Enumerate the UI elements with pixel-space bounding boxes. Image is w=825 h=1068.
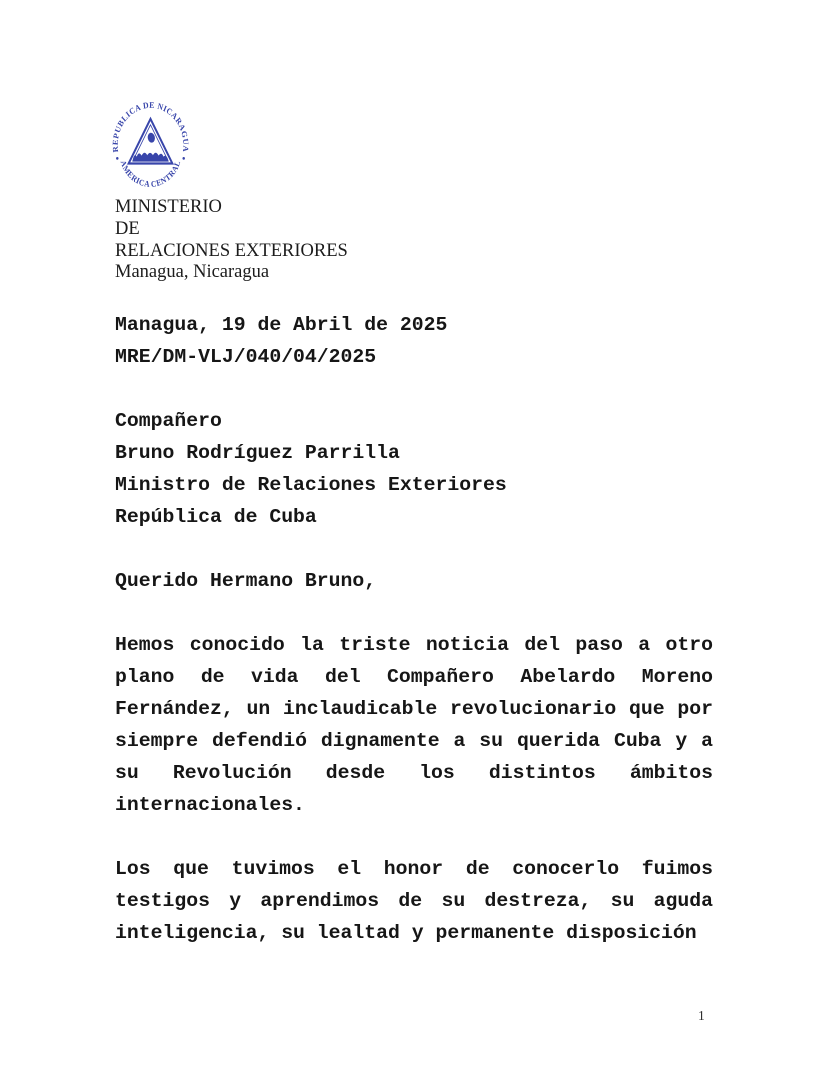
recipient-title: Compañero [115, 410, 222, 432]
ministry-line-2: DE [115, 218, 140, 239]
paragraph-2: Los que tuvimos el honor de conocerlo fuimos testigos y aprendimos de su destreza, su aguda inteligencia, su lealtad y permanente disposición [115, 858, 713, 944]
seal-filled-art [111, 100, 190, 189]
recipient-name: Bruno Rodríguez Parrilla [115, 442, 400, 464]
svg-text:AMERICA CENTRAL: AMERICA CENTRAL [118, 158, 183, 190]
paragraph-1: Hemos conocido la triste noticia del paso a otro plano de vida del Compañero Abelardo Moreno Fernández, un inclaudicable revolucionario que por siempre defendió dignamente a su querida Cuba y a su Revolución desde los distintos ámbitos internacionales. [115, 634, 713, 816]
reference-number: MRE/DM-VLJ/040/04/2025 [115, 346, 377, 368]
recipient-role: Ministro de Relaciones Exteriores [115, 474, 507, 496]
ministry-line-1: MINISTERIO [115, 197, 222, 217]
nicaragua-seal-icon [110, 100, 191, 192]
page-number: 1 [698, 1008, 705, 1023]
svg-text:REPUBLICA DE NICARAGUA: REPUBLICA DE NICARAGUA [111, 100, 190, 153]
letter-body [115, 309, 713, 949]
recipient-block [115, 405, 713, 533]
ministry-line-3: RELACIONES EXTERIORES [115, 240, 348, 261]
recipient-country: República de Cuba [115, 506, 317, 528]
letterhead-location: Managua, Nicaragua [115, 262, 270, 283]
date-line: Managua, 19 de Abril de 2025 [115, 314, 448, 336]
letterhead [115, 197, 348, 284]
salutation: Querido Hermano Bruno, [115, 570, 377, 592]
